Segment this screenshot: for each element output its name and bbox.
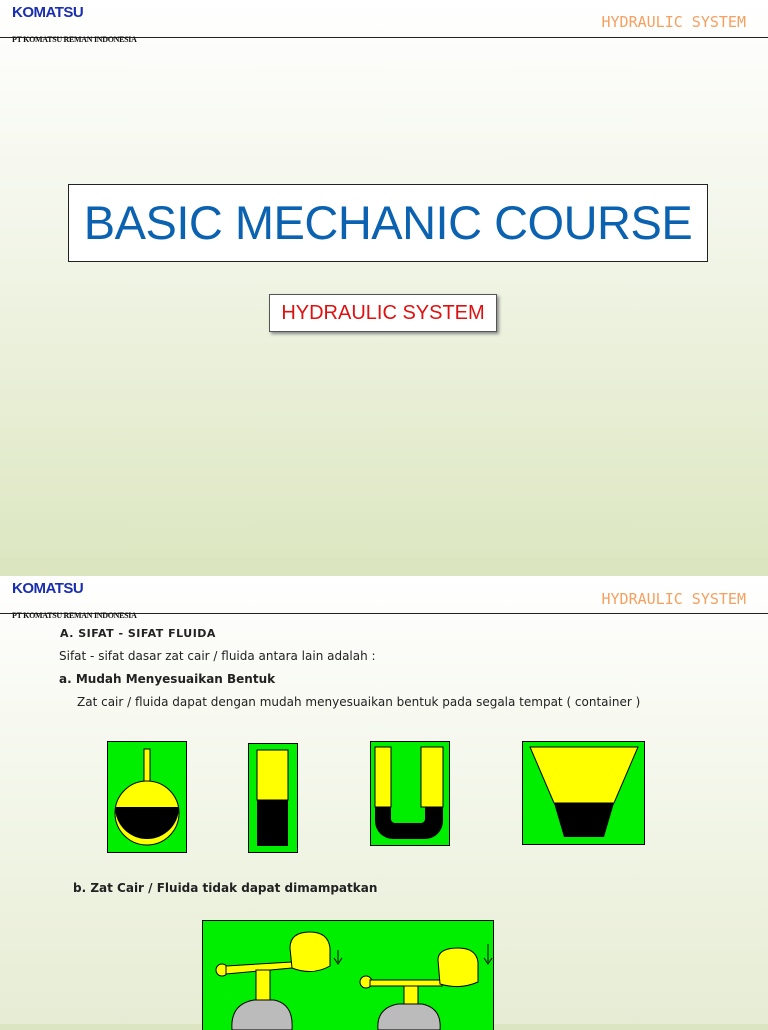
cone-container-figure: [522, 741, 645, 845]
course-subtitle: HYDRAULIC SYSTEM: [269, 294, 497, 332]
flask-container-figure: [107, 741, 187, 853]
intro-text: Sifat - sifat dasar zat cair / fluida antara lain adalah :: [59, 649, 376, 663]
komatsu-logo: KOMATSU: [12, 580, 83, 597]
company-name: PT KOMATSU REMAN INDONESIA: [12, 35, 137, 44]
header-title: HYDRAULIC SYSTEM: [602, 590, 747, 608]
compression-illustration: [202, 920, 494, 1030]
point-a-text: Zat cair / fluida dapat dengan mudah menyesuaikan bentuk pada segala tempat ( container ): [77, 695, 640, 709]
course-title: BASIC MECHANIC COURSE: [68, 184, 708, 262]
tube-container-figure: [248, 743, 298, 853]
u-tube-container-figure: [370, 741, 450, 846]
point-b-heading: b. Zat Cair / Fluida tidak dapat dimampatkan: [73, 881, 377, 895]
header-title: HYDRAULIC SYSTEM: [602, 13, 747, 31]
komatsu-logo: KOMATSU: [12, 4, 83, 21]
section-heading: A. SIFAT - SIFAT FLUIDA: [60, 627, 216, 640]
slide-2: [0, 576, 768, 1024]
point-a-heading: a. Mudah Menyesuaikan Bentuk: [59, 672, 275, 686]
company-name: PT KOMATSU REMAN INDONESIA: [12, 611, 137, 620]
